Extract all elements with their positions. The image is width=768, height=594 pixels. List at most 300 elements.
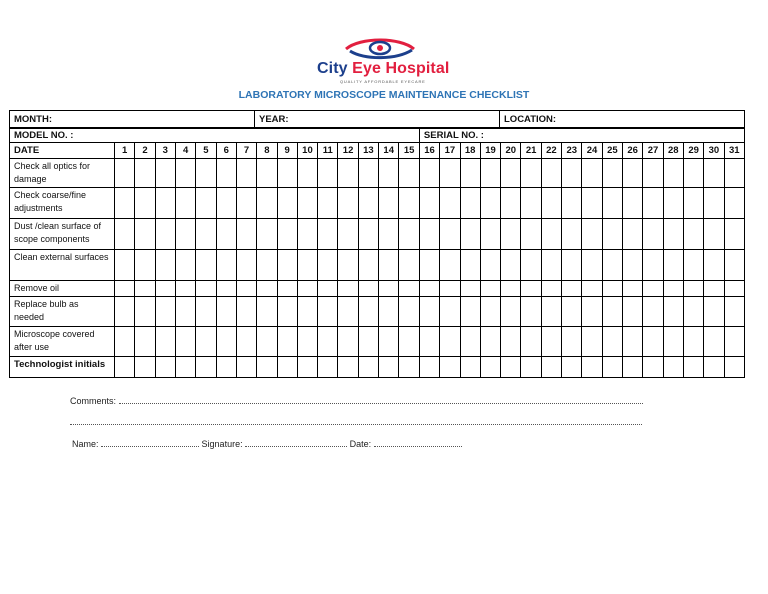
check-cell[interactable]: [399, 357, 420, 378]
check-cell[interactable]: [216, 250, 236, 281]
check-cell[interactable]: [399, 250, 420, 281]
check-cell[interactable]: [480, 188, 500, 219]
check-cell[interactable]: [135, 250, 155, 281]
check-cell[interactable]: [724, 357, 744, 378]
check-cell[interactable]: [318, 297, 338, 327]
check-cell[interactable]: [663, 357, 683, 378]
check-cell[interactable]: [399, 281, 420, 297]
check-cell[interactable]: [115, 219, 135, 250]
check-cell[interactable]: [115, 250, 135, 281]
check-cell[interactable]: [236, 188, 256, 219]
check-cell[interactable]: [155, 250, 175, 281]
check-cell[interactable]: [277, 297, 297, 327]
day-header: 13: [358, 143, 378, 159]
check-cell[interactable]: [623, 159, 643, 188]
check-cell[interactable]: [257, 159, 277, 188]
check-cell[interactable]: [683, 188, 703, 219]
check-cell[interactable]: [338, 250, 358, 281]
comments-line[interactable]: [119, 395, 643, 404]
check-cell[interactable]: [338, 297, 358, 327]
check-cell[interactable]: [135, 281, 155, 297]
check-cell[interactable]: [623, 219, 643, 250]
task-row: [10, 188, 745, 219]
check-cell[interactable]: [175, 188, 195, 219]
check-cell[interactable]: [582, 159, 602, 188]
check-cell[interactable]: [257, 188, 277, 219]
check-cell[interactable]: [480, 159, 500, 188]
check-cell[interactable]: [562, 188, 582, 219]
comments-line-2[interactable]: [70, 416, 642, 425]
check-cell[interactable]: [501, 297, 521, 327]
check-cell[interactable]: [318, 159, 338, 188]
check-cell[interactable]: [175, 159, 195, 188]
day-header: 17: [440, 143, 460, 159]
check-cell[interactable]: [643, 250, 663, 281]
check-cell[interactable]: [379, 297, 399, 327]
check-cell[interactable]: [562, 219, 582, 250]
check-cell[interactable]: [724, 327, 744, 357]
check-cell[interactable]: [297, 327, 317, 357]
check-cell[interactable]: [297, 281, 317, 297]
check-cell[interactable]: [623, 357, 643, 378]
check-cell[interactable]: [135, 219, 155, 250]
check-cell[interactable]: [440, 159, 460, 188]
check-cell[interactable]: [419, 357, 439, 378]
check-cell[interactable]: [135, 357, 155, 378]
check-cell[interactable]: [358, 188, 378, 219]
check-cell[interactable]: [643, 159, 663, 188]
signoff-row: [72, 438, 462, 449]
day-header: 8: [257, 143, 277, 159]
check-cell[interactable]: [683, 219, 703, 250]
check-cell[interactable]: [358, 219, 378, 250]
check-cell[interactable]: [277, 159, 297, 188]
check-cell[interactable]: [257, 281, 277, 297]
hospital-name-part2: Eye Hospital: [352, 60, 450, 77]
check-cell[interactable]: [399, 327, 420, 357]
check-cell[interactable]: [277, 357, 297, 378]
check-cell[interactable]: [155, 281, 175, 297]
check-cell[interactable]: [602, 219, 622, 250]
check-cell[interactable]: [379, 219, 399, 250]
check-cell[interactable]: [562, 159, 582, 188]
check-cell[interactable]: [297, 357, 317, 378]
check-cell[interactable]: [541, 250, 561, 281]
check-cell[interactable]: [419, 327, 439, 357]
check-cell[interactable]: [501, 327, 521, 357]
check-cell[interactable]: [318, 357, 338, 378]
check-cell[interactable]: [521, 219, 541, 250]
hospital-tagline: QUALITY AFFORDABLE EYECARE: [340, 79, 426, 84]
check-cell[interactable]: [236, 281, 256, 297]
check-cell[interactable]: [196, 219, 216, 250]
check-cell[interactable]: [297, 219, 317, 250]
check-cell[interactable]: [135, 327, 155, 357]
check-cell[interactable]: [297, 250, 317, 281]
check-cell[interactable]: [257, 219, 277, 250]
check-cell[interactable]: [379, 250, 399, 281]
date-label: Date:: [349, 439, 372, 449]
check-cell[interactable]: [541, 357, 561, 378]
comments-row-2: [70, 416, 642, 427]
check-cell[interactable]: [541, 188, 561, 219]
check-cell[interactable]: [155, 219, 175, 250]
task-label: Remove oil: [10, 281, 115, 297]
check-cell[interactable]: [196, 188, 216, 219]
check-cell[interactable]: [521, 159, 541, 188]
check-cell[interactable]: [358, 297, 378, 327]
check-cell[interactable]: [663, 159, 683, 188]
check-cell[interactable]: [643, 357, 663, 378]
check-cell[interactable]: [358, 159, 378, 188]
check-cell[interactable]: [480, 357, 500, 378]
check-cell[interactable]: [521, 188, 541, 219]
day-header: 18: [460, 143, 480, 159]
day-header: 25: [602, 143, 622, 159]
check-cell[interactable]: [135, 159, 155, 188]
check-cell[interactable]: [196, 297, 216, 327]
check-cell[interactable]: [623, 281, 643, 297]
check-cell[interactable]: [623, 327, 643, 357]
check-cell[interactable]: [683, 297, 703, 327]
check-cell[interactable]: [358, 357, 378, 378]
check-cell[interactable]: [501, 188, 521, 219]
check-cell[interactable]: [135, 297, 155, 327]
check-cell[interactable]: [399, 188, 420, 219]
check-cell[interactable]: [582, 327, 602, 357]
check-cell[interactable]: [196, 357, 216, 378]
check-cell[interactable]: [358, 250, 378, 281]
check-cell[interactable]: [135, 188, 155, 219]
check-cell[interactable]: [602, 297, 622, 327]
check-cell[interactable]: [704, 159, 724, 188]
check-cell[interactable]: [562, 281, 582, 297]
check-cell[interactable]: [724, 188, 744, 219]
check-cell[interactable]: [440, 297, 460, 327]
task-label: Microscope covered after use: [10, 327, 115, 357]
check-cell[interactable]: [480, 297, 500, 327]
check-cell[interactable]: [297, 188, 317, 219]
check-cell[interactable]: [562, 327, 582, 357]
check-cell[interactable]: [257, 327, 277, 357]
check-cell[interactable]: [683, 327, 703, 357]
task-row: [10, 357, 745, 378]
check-cell[interactable]: [602, 188, 622, 219]
check-cell[interactable]: [724, 250, 744, 281]
check-cell[interactable]: [419, 297, 439, 327]
task-label: Replace bulb as needed: [10, 297, 115, 327]
check-cell[interactable]: [155, 159, 175, 188]
check-cell[interactable]: [419, 219, 439, 250]
check-cell[interactable]: [501, 250, 521, 281]
check-cell[interactable]: [338, 327, 358, 357]
check-cell[interactable]: [724, 159, 744, 188]
hospital-name: [317, 60, 449, 78]
check-cell[interactable]: [521, 357, 541, 378]
comments-row: [70, 395, 643, 406]
check-cell[interactable]: [318, 188, 338, 219]
eye-logo-icon: [342, 38, 418, 60]
check-cell[interactable]: [440, 281, 460, 297]
check-cell[interactable]: [704, 327, 724, 357]
day-header: 12: [338, 143, 358, 159]
check-cell[interactable]: [460, 297, 480, 327]
check-cell[interactable]: [704, 219, 724, 250]
check-cell[interactable]: [541, 159, 561, 188]
check-cell[interactable]: [379, 188, 399, 219]
check-cell[interactable]: [541, 327, 561, 357]
check-cell[interactable]: [582, 219, 602, 250]
day-header: 4: [175, 143, 195, 159]
check-cell[interactable]: [460, 219, 480, 250]
check-cell[interactable]: [277, 219, 297, 250]
check-cell[interactable]: [440, 327, 460, 357]
check-cell[interactable]: [683, 281, 703, 297]
check-cell[interactable]: [379, 281, 399, 297]
check-cell[interactable]: [379, 159, 399, 188]
check-cell[interactable]: [460, 357, 480, 378]
check-cell[interactable]: [602, 159, 622, 188]
check-cell[interactable]: [297, 159, 317, 188]
check-cell[interactable]: [704, 250, 724, 281]
check-cell[interactable]: [318, 281, 338, 297]
check-cell[interactable]: [724, 219, 744, 250]
signature-label: Signature:: [201, 439, 243, 449]
check-cell[interactable]: [602, 327, 622, 357]
day-header: 7: [236, 143, 256, 159]
check-cell[interactable]: [663, 250, 683, 281]
check-cell[interactable]: [480, 327, 500, 357]
check-cell[interactable]: [440, 357, 460, 378]
check-cell[interactable]: [419, 250, 439, 281]
check-cell[interactable]: [704, 188, 724, 219]
checklist-table: [9, 127, 745, 378]
check-cell[interactable]: [236, 297, 256, 327]
check-cell[interactable]: [683, 250, 703, 281]
check-cell[interactable]: [297, 297, 317, 327]
check-cell[interactable]: [419, 281, 439, 297]
check-cell[interactable]: [643, 219, 663, 250]
check-cell[interactable]: [216, 188, 236, 219]
check-cell[interactable]: [196, 250, 216, 281]
date-line[interactable]: [374, 438, 462, 447]
check-cell[interactable]: [196, 159, 216, 188]
check-cell[interactable]: [623, 250, 643, 281]
check-cell[interactable]: [115, 297, 135, 327]
check-cell[interactable]: [338, 281, 358, 297]
check-cell[interactable]: [582, 357, 602, 378]
check-cell[interactable]: [521, 327, 541, 357]
document-title: LABORATORY MICROSCOPE MAINTENANCE CHECKLIST: [238, 89, 530, 101]
check-cell[interactable]: [419, 159, 439, 188]
day-header: 26: [623, 143, 643, 159]
check-cell[interactable]: [155, 327, 175, 357]
task-label: Dust /clean surface of scope components: [10, 219, 115, 250]
check-cell[interactable]: [704, 297, 724, 327]
check-cell[interactable]: [541, 297, 561, 327]
check-cell[interactable]: [236, 219, 256, 250]
check-cell[interactable]: [521, 250, 541, 281]
check-cell[interactable]: [623, 188, 643, 219]
check-cell[interactable]: [643, 327, 663, 357]
task-row: [10, 281, 745, 297]
check-cell[interactable]: [175, 281, 195, 297]
check-cell[interactable]: [277, 281, 297, 297]
check-cell[interactable]: [683, 159, 703, 188]
task-label: Clean external surfaces: [10, 250, 115, 281]
check-cell[interactable]: [663, 188, 683, 219]
check-cell[interactable]: [663, 281, 683, 297]
check-cell[interactable]: [318, 219, 338, 250]
check-cell[interactable]: [501, 219, 521, 250]
check-cell[interactable]: [602, 281, 622, 297]
check-cell[interactable]: [440, 188, 460, 219]
check-cell[interactable]: [440, 219, 460, 250]
check-cell[interactable]: [236, 327, 256, 357]
check-cell[interactable]: [216, 327, 236, 357]
check-cell[interactable]: [257, 357, 277, 378]
check-cell[interactable]: [663, 297, 683, 327]
check-cell[interactable]: [175, 297, 195, 327]
check-cell[interactable]: [216, 159, 236, 188]
check-cell[interactable]: [480, 281, 500, 297]
check-cell[interactable]: [338, 159, 358, 188]
check-cell[interactable]: [501, 357, 521, 378]
check-cell[interactable]: [216, 297, 236, 327]
name-label: Name:: [72, 439, 99, 449]
check-cell[interactable]: [541, 281, 561, 297]
check-cell[interactable]: [602, 357, 622, 378]
month-field[interactable]: MONTH:: [10, 111, 255, 129]
check-cell[interactable]: [175, 327, 195, 357]
check-cell[interactable]: [663, 219, 683, 250]
check-cell[interactable]: [480, 250, 500, 281]
check-cell[interactable]: [582, 250, 602, 281]
check-cell[interactable]: [155, 297, 175, 327]
day-header: 10: [297, 143, 317, 159]
check-cell[interactable]: [277, 250, 297, 281]
day-header: 11: [318, 143, 338, 159]
day-header: 28: [663, 143, 683, 159]
day-header: 5: [196, 143, 216, 159]
check-cell[interactable]: [318, 327, 338, 357]
check-cell[interactable]: [257, 250, 277, 281]
check-cell[interactable]: [216, 281, 236, 297]
day-header: 22: [541, 143, 561, 159]
check-cell[interactable]: [115, 281, 135, 297]
check-cell[interactable]: [196, 281, 216, 297]
check-cell[interactable]: [460, 250, 480, 281]
check-cell[interactable]: [623, 297, 643, 327]
serial-no-field[interactable]: SERIAL NO. :: [419, 128, 744, 143]
check-cell[interactable]: [196, 327, 216, 357]
check-cell[interactable]: [318, 250, 338, 281]
task-label: Check coarse/fine adjustments: [10, 188, 115, 219]
check-cell[interactable]: [562, 297, 582, 327]
check-cell[interactable]: [216, 219, 236, 250]
check-cell[interactable]: [175, 250, 195, 281]
check-cell[interactable]: [460, 327, 480, 357]
check-cell[interactable]: [521, 281, 541, 297]
check-cell[interactable]: [399, 219, 420, 250]
signature-line[interactable]: [245, 438, 347, 447]
check-cell[interactable]: [277, 188, 297, 219]
name-line[interactable]: [101, 438, 199, 447]
check-cell[interactable]: [358, 281, 378, 297]
check-cell[interactable]: [501, 159, 521, 188]
check-cell[interactable]: [704, 281, 724, 297]
check-cell[interactable]: [663, 327, 683, 357]
model-no-field[interactable]: MODEL NO. :: [10, 128, 420, 143]
check-cell[interactable]: [724, 281, 744, 297]
check-cell[interactable]: [379, 357, 399, 378]
check-cell[interactable]: [582, 281, 602, 297]
check-cell[interactable]: [562, 250, 582, 281]
hospital-logo: [300, 38, 468, 86]
check-cell[interactable]: [419, 188, 439, 219]
check-cell[interactable]: [115, 327, 135, 357]
check-cell[interactable]: [480, 219, 500, 250]
check-cell[interactable]: [115, 188, 135, 219]
day-header: 21: [521, 143, 541, 159]
check-cell[interactable]: [175, 357, 195, 378]
check-cell[interactable]: [277, 327, 297, 357]
check-cell[interactable]: [521, 297, 541, 327]
day-header: 16: [419, 143, 439, 159]
check-cell[interactable]: [155, 188, 175, 219]
check-cell[interactable]: [460, 188, 480, 219]
check-cell[interactable]: [236, 159, 256, 188]
day-header: 15: [399, 143, 420, 159]
location-field[interactable]: LOCATION:: [500, 111, 745, 129]
check-cell[interactable]: [562, 357, 582, 378]
task-row: [10, 219, 745, 250]
check-cell[interactable]: [399, 297, 420, 327]
check-cell[interactable]: [704, 357, 724, 378]
hospital-name-part1: City: [317, 60, 353, 77]
check-cell[interactable]: [115, 159, 135, 188]
check-cell[interactable]: [683, 357, 703, 378]
check-cell[interactable]: [582, 297, 602, 327]
check-cell[interactable]: [257, 297, 277, 327]
check-cell[interactable]: [236, 250, 256, 281]
check-cell[interactable]: [460, 281, 480, 297]
check-cell[interactable]: [643, 281, 663, 297]
check-cell[interactable]: [399, 159, 420, 188]
check-cell[interactable]: [541, 219, 561, 250]
check-cell[interactable]: [379, 327, 399, 357]
year-field[interactable]: YEAR:: [255, 111, 500, 129]
check-cell[interactable]: [338, 219, 358, 250]
check-cell[interactable]: [460, 159, 480, 188]
check-cell[interactable]: [440, 250, 460, 281]
check-cell[interactable]: [358, 327, 378, 357]
check-cell[interactable]: [216, 357, 236, 378]
check-cell[interactable]: [501, 281, 521, 297]
check-cell[interactable]: [155, 357, 175, 378]
check-cell[interactable]: [338, 188, 358, 219]
check-cell[interactable]: [643, 188, 663, 219]
day-header: 1: [115, 143, 135, 159]
check-cell[interactable]: [643, 297, 663, 327]
check-cell[interactable]: [602, 250, 622, 281]
check-cell[interactable]: [338, 357, 358, 378]
check-cell[interactable]: [175, 219, 195, 250]
check-cell[interactable]: [582, 188, 602, 219]
check-cell[interactable]: [115, 357, 135, 378]
check-cell[interactable]: [236, 357, 256, 378]
check-cell[interactable]: [724, 297, 744, 327]
